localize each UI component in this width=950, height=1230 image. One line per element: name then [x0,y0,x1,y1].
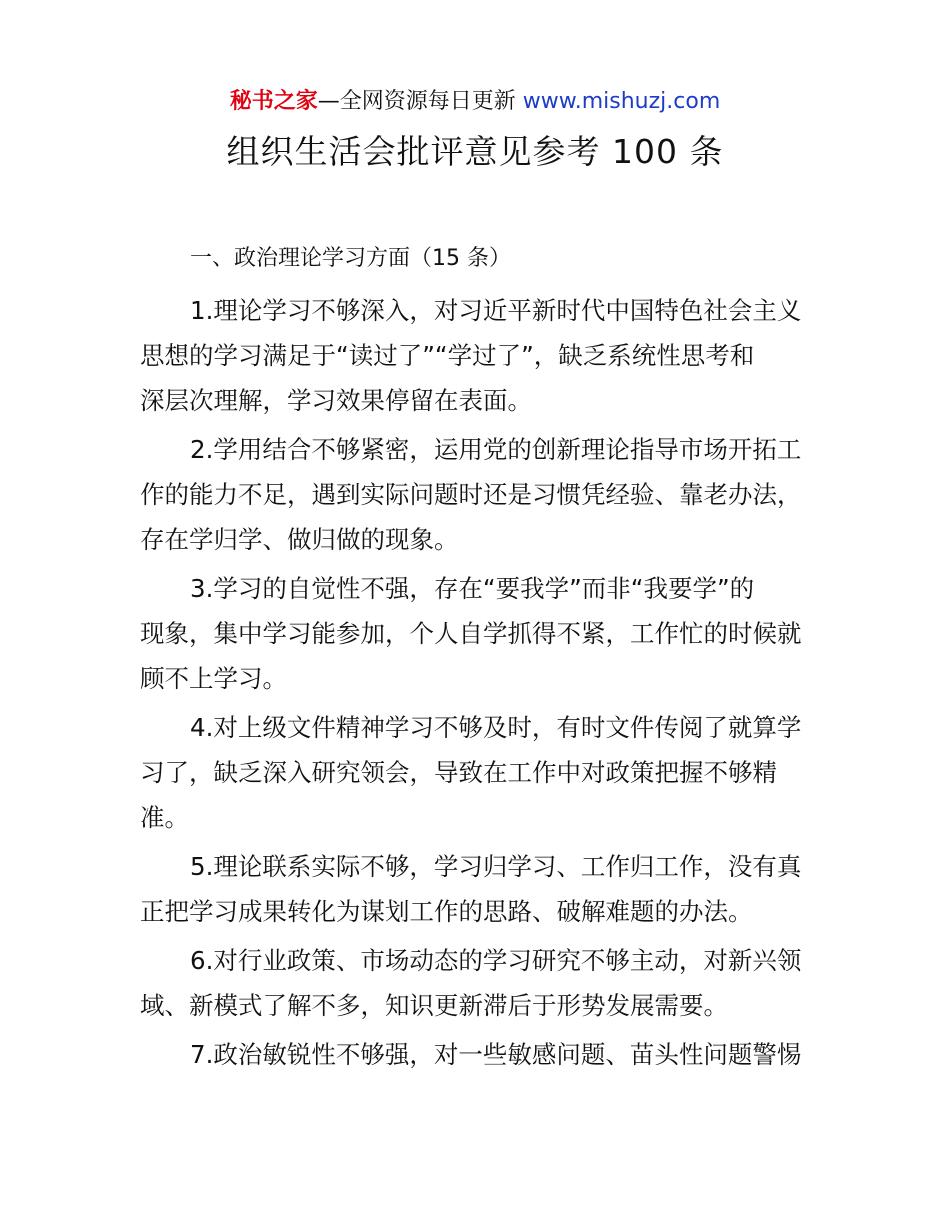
brand-name: 秘书之家 [229,89,318,114]
list-item [140,705,812,840]
list-item [140,566,812,701]
paragraph-line: 域、新模式了解不多，知识更新滞后于形势发展需要。 [140,991,728,1020]
paragraph-line: 2.学用结合不够紧密，运用党的创新理论指导市场开拓工 [190,435,802,464]
list-item [140,938,812,1028]
paragraph-line: 5.理论联系实际不够，学习归学习、工作归工作，没有真 [190,852,802,881]
paragraph-line: 6.对行业政策、市场动态的学习研究不够主动，对新兴领 [190,946,802,975]
paragraph-line: 习了，缺乏深入研究领会，导致在工作中对政策把握不够精 [140,758,777,787]
site-url-link[interactable]: www.mishuzj.com [522,89,721,114]
paragraph-line: 准。 [140,803,189,832]
section-heading: 一、政治理论学习方面（15 条） [190,246,511,271]
paragraph-line: 思想的学习满足于“读过了”“学过了”，缺乏系统性思考和 [140,341,755,370]
paragraph-line: 现象，集中学习能参加，个人自学抓得不紧，工作忙的时候就 [140,619,802,648]
paragraph-line: 存在学归学、做归做的现象。 [140,525,459,554]
list-item [140,288,812,423]
document-title: 组织生活会批评意见参考 100 条 [226,132,724,171]
list-item [140,1032,812,1077]
site-header [0,86,950,118]
paragraph-line: 4.对上级文件精神学习不够及时，有时文件传阅了就算学 [190,713,802,742]
paragraph-line: 正把学习成果转化为谋划工作的思路、破解难题的办法。 [140,897,753,926]
paragraph-line: 深层次理解，学习效果停留在表面。 [140,386,532,415]
paragraph-line: 1.理论学习不够深入，对习近平新时代中国特色社会主义 [190,296,802,325]
list-item [140,844,812,934]
list-item [140,427,812,562]
paragraph-line: 顾不上学习。 [140,664,287,693]
paragraph-line: 7.政治敏锐性不够强，对一些敏感问题、苗头性问题警惕 [190,1040,802,1069]
header-tagline: —全网资源每日更新 [317,89,516,114]
paragraph-line: 作的能力不足，遇到实际问题时还是习惯凭经验、靠老办法， [140,480,802,509]
document-body [140,288,812,1077]
paragraph-line: 3.学习的自觉性不强，存在“要我学”而非“我要学”的 [190,574,755,603]
